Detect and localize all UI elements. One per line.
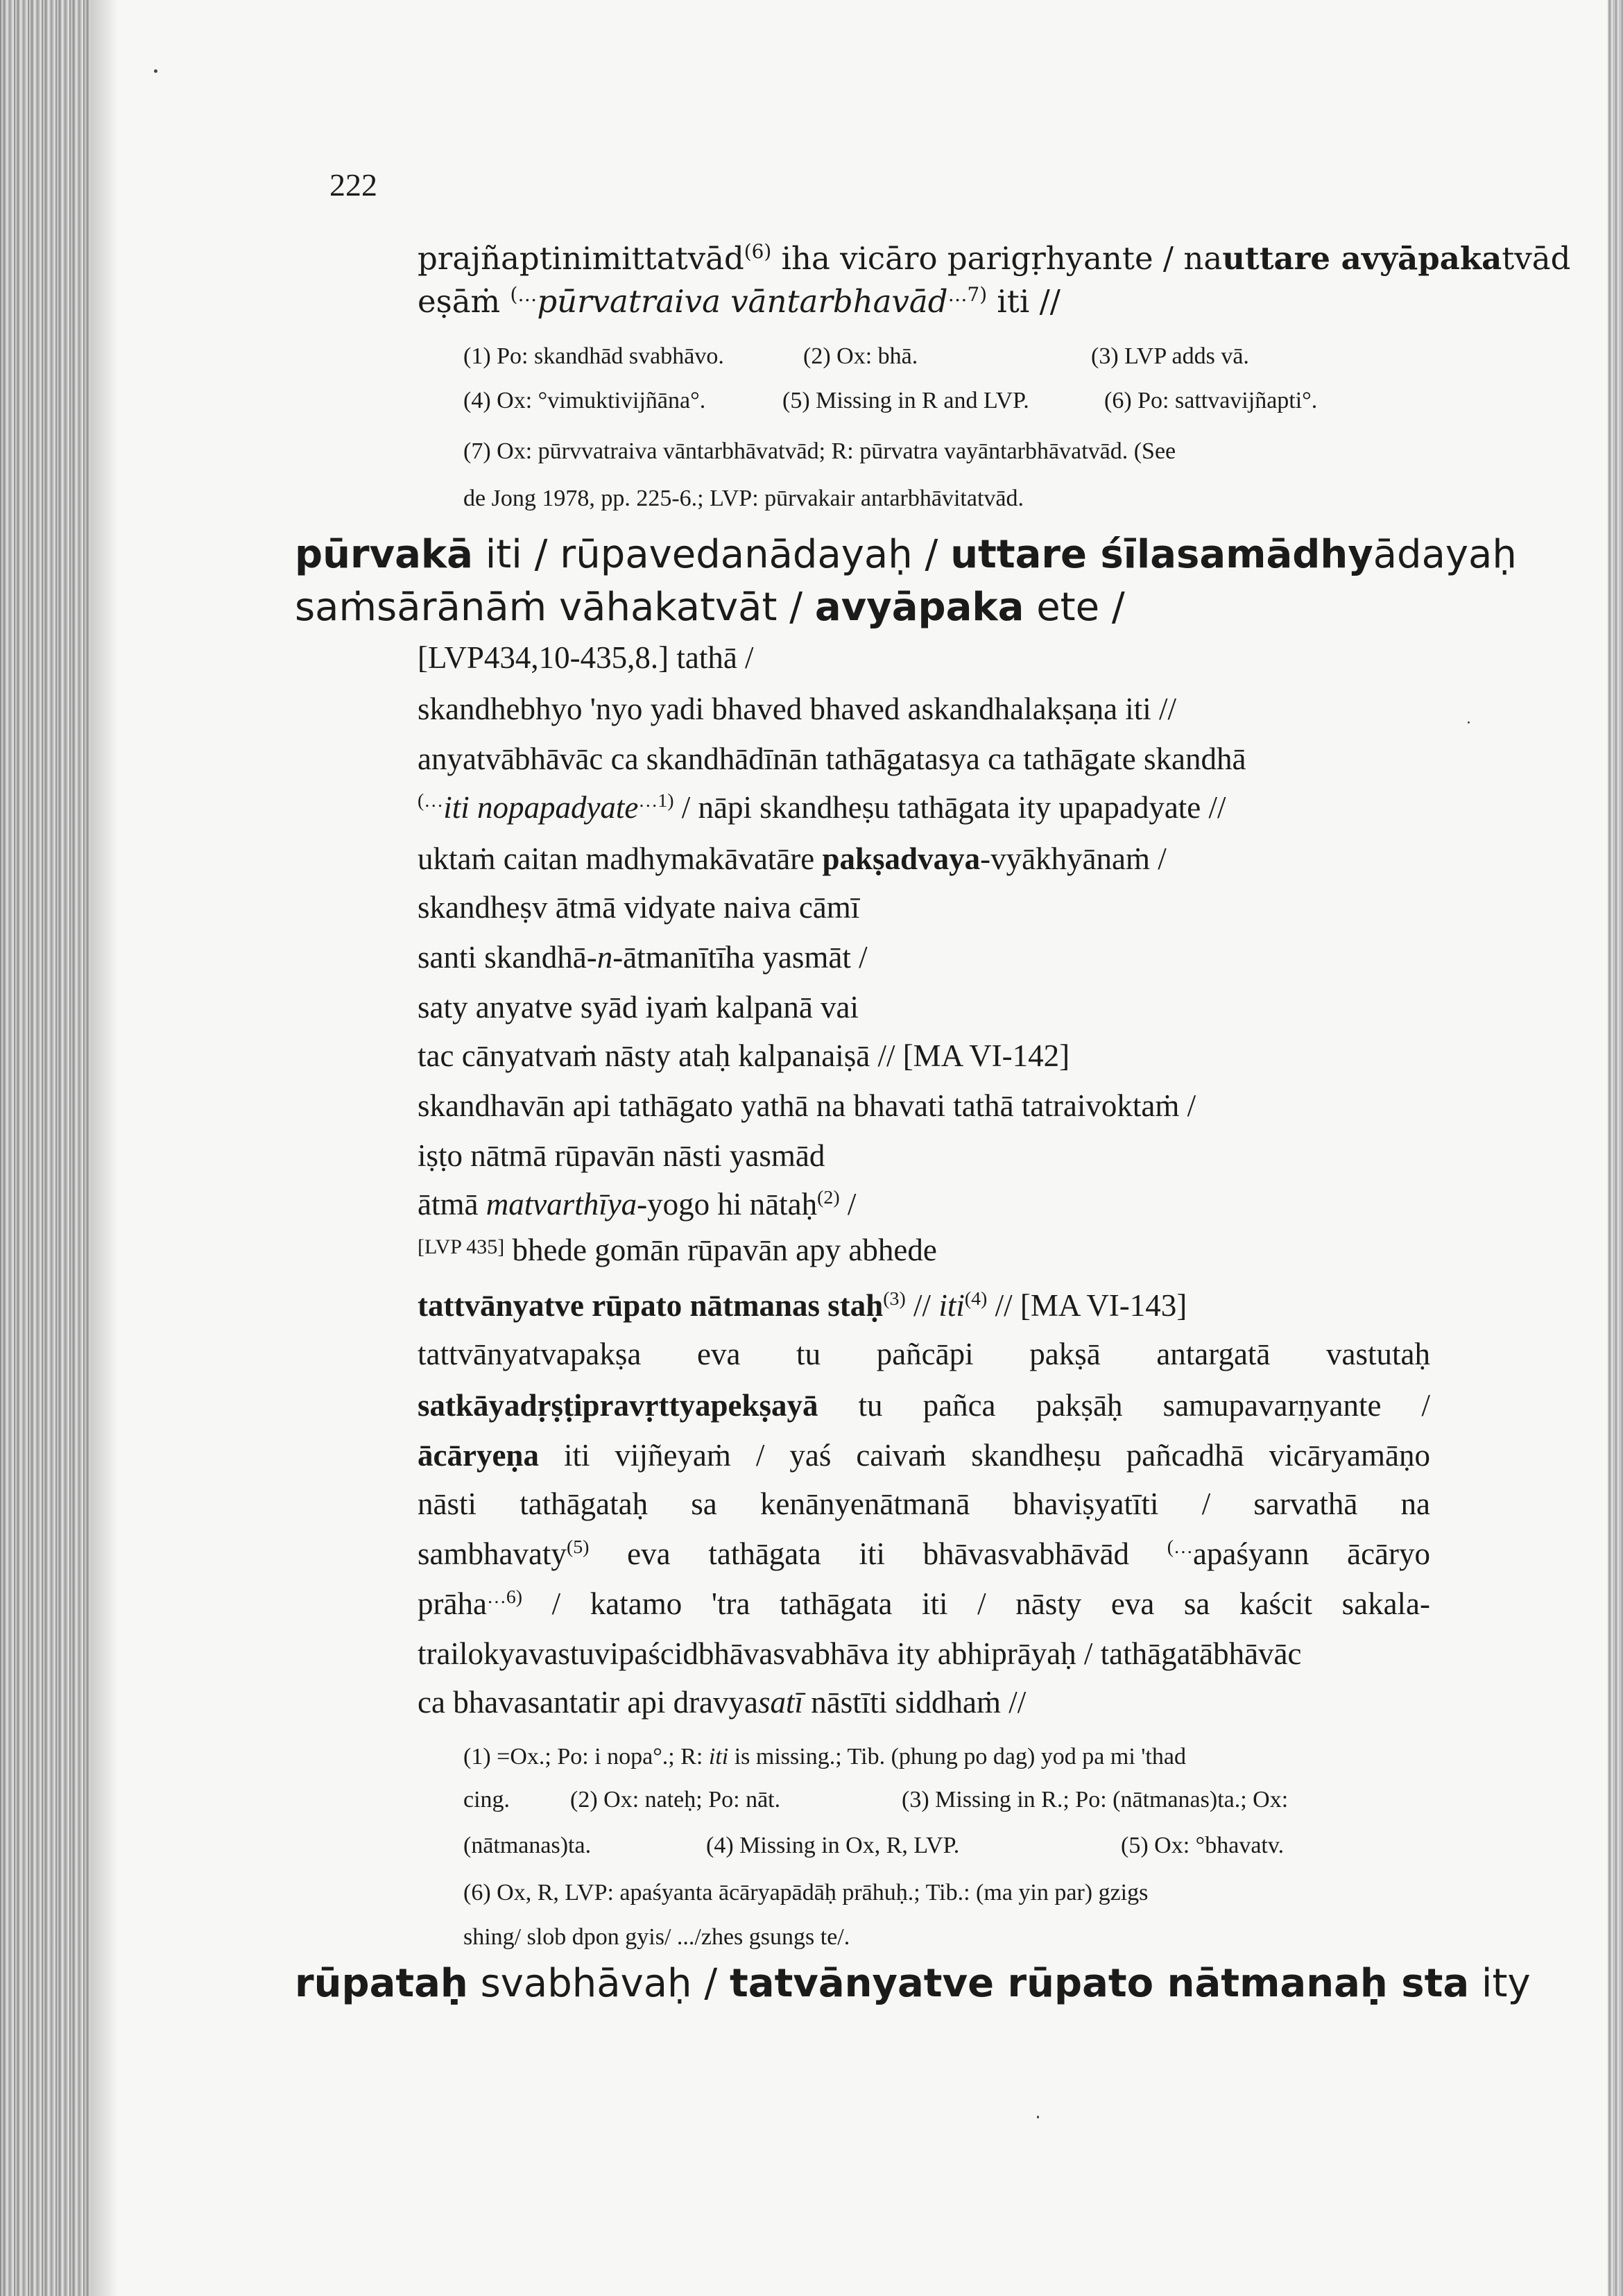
verse-line: ātmā matvarthīya-yogo hi nātaḥ$^{(2)}$ /: [418, 1187, 857, 1222]
verse-line: iṣṭo nātmā rūpavān nāsti yasmād: [418, 1138, 825, 1173]
footnote: (5) Ox: °bhavatv.: [1121, 1833, 1285, 1858]
footnote: cing.: [463, 1787, 510, 1813]
footnote: (2) Ox: bhā.: [803, 343, 918, 369]
footnote: shing/ slob dpon gyis/ .../zhes gsungs te/.: [463, 1924, 850, 1950]
text-line: skandhavān api tathāgato yathā na bhavati tathā tatraivoktaṁ /: [418, 1088, 1196, 1123]
footnote: (1) Po: skandhād svabhāvo.: [463, 343, 724, 369]
footnote: (1) =Ox.; Po: i nopa°.; R: iti is missing.; Tib. (phung po dag) yod pa mi 'thad: [463, 1744, 1186, 1770]
verse-line: skandheṣv ātmā vidyate naiva cāmī: [418, 890, 860, 925]
footnote: (6) Ox, R, LVP: apaśyanta ācāryapādāḥ prāhuḥ.; Tib.: (ma yin par) gzigs: [463, 1880, 1149, 1905]
footnote: (nātmanas)ta.: [463, 1833, 592, 1858]
verse-line: saty anyatve syād iyaṁ kalpanā vai: [418, 990, 859, 1025]
text-line: nāsti tathāgataḥ sa kenānyenātmanā bhaviṣyatīti / sarvathā na: [418, 1487, 1430, 1521]
commentary-line: saṁsārānāṁ vāhakatvāt / avyāpaka ete /: [295, 585, 1125, 630]
footnote: (3) Missing in R.; Po: (nātmanas)ta.; Ox:: [902, 1787, 1289, 1813]
text-line: satkāyadṛṣṭipravṛttyapekṣayā tu pañca pakṣāḥ samupavarṇyante /: [418, 1388, 1430, 1423]
text-line: sambhavaty$^{(5)}$ eva tathāgata iti bhāvasvabhāvād (…apaśyann ācāryo: [418, 1536, 1431, 1571]
text-line: anyatvābhāvāc ca skandhādīnān tathāgatasya ca tathāgate skandhā: [418, 742, 1246, 776]
text-line: ācāryeṇa iti vijñeyaṁ / yaś caivaṁ skandheṣu pañcadhā vicāryamāṇo: [418, 1438, 1430, 1473]
binding-shadow: [0, 0, 90, 2296]
footnote: de Jong 1978, pp. 225-6.; LVP: pūrvakair antarbhāvitatvād.: [463, 486, 1024, 511]
footnote: (2) Ox: nateḥ; Po: nāt.: [570, 1787, 781, 1813]
text-line: skandhebhyo 'nyo yadi bhaved bhaved askandhalakṣaṇa iti //: [418, 692, 1177, 726]
verse-line: tac cānyatvaṁ nāsty ataḥ kalpanaiṣā // [MA VI-142]: [418, 1038, 1070, 1073]
verse-line: santi skandhā-n-ātmanītīha yasmāt /: [418, 940, 868, 975]
footnote: (5) Missing in R and LVP.: [782, 388, 1029, 413]
page-number: 222: [329, 167, 377, 203]
text-line: trailokyavastuvipaścidbhāvasvabhāva ity abhiprāyaḥ / tathāgatābhāvāc: [418, 1636, 1302, 1671]
text-line: eṣāṁ (…pūrvatraiva vāntarbhavād$^{\dots 7)}$ iti //: [418, 283, 1060, 320]
text-line: ca bhavasantatir api dravyasatī nāstīti siddhaṁ //: [418, 1685, 1027, 1720]
text-line: (…iti nopapadyate$^{\dots 1)}$ / nāpi skandheṣu tathāgata ity upapadyate //: [418, 790, 1226, 825]
page-edge-shadow: [1608, 0, 1623, 2296]
text-line: tattvānyatvapakṣa eva tu pañcāpi pakṣā antargatā vastutaḥ: [418, 1337, 1430, 1371]
text-line: [LVP434,10-435,8.] tathā /: [418, 640, 754, 675]
scan-speck: [1037, 2116, 1039, 2118]
text-line: uktaṁ caitan madhymakāvatāre pakṣadvaya-vyākhyānaṁ /: [418, 841, 1167, 876]
verse-line: tattvānyatve rūpato nātmanas staḥ$^{(3)}$ // iti$^{(4)}$ // [MA VI-143]: [418, 1288, 1187, 1323]
commentary-line: rūpataḥ svabhāvaḥ / tatvānyatve rūpato nātmanaḥ sta ity: [295, 1961, 1531, 2006]
footnote: (7) Ox: pūrvvatraiva vāntarbhāvatvād; R: pūrvatra vayāntarbhāvatvād. (See: [463, 438, 1176, 464]
footnote: (6) Po: sattvavijñapti°.: [1104, 388, 1318, 413]
scan-speck: [154, 69, 157, 73]
footnote: (4) Ox: °vimuktivijñāna°.: [463, 388, 706, 413]
scan-speck: [1468, 721, 1470, 723]
verse-line: [LVP 435] bhede gomān rūpavān apy abhede: [418, 1233, 937, 1267]
text-line: prāha$^{\dots 6)}$ / katamo 'tra tathāgata iti / nāsty eva sa kaścit sakala-: [418, 1586, 1430, 1621]
commentary-line: pūrvakā iti / rūpavedanādayaḥ / uttare śīlasamādhyādayaḥ: [295, 532, 1517, 577]
text-line: prajñaptinimittatvād$^{(6)}$ iha vicāro parigṛhyante / nauttare avyāpakatvād: [418, 240, 1571, 277]
footnote: (3) LVP adds vā.: [1091, 343, 1249, 369]
binding-fade: [90, 0, 118, 2296]
footnote: (4) Missing in Ox, R, LVP.: [706, 1833, 960, 1858]
